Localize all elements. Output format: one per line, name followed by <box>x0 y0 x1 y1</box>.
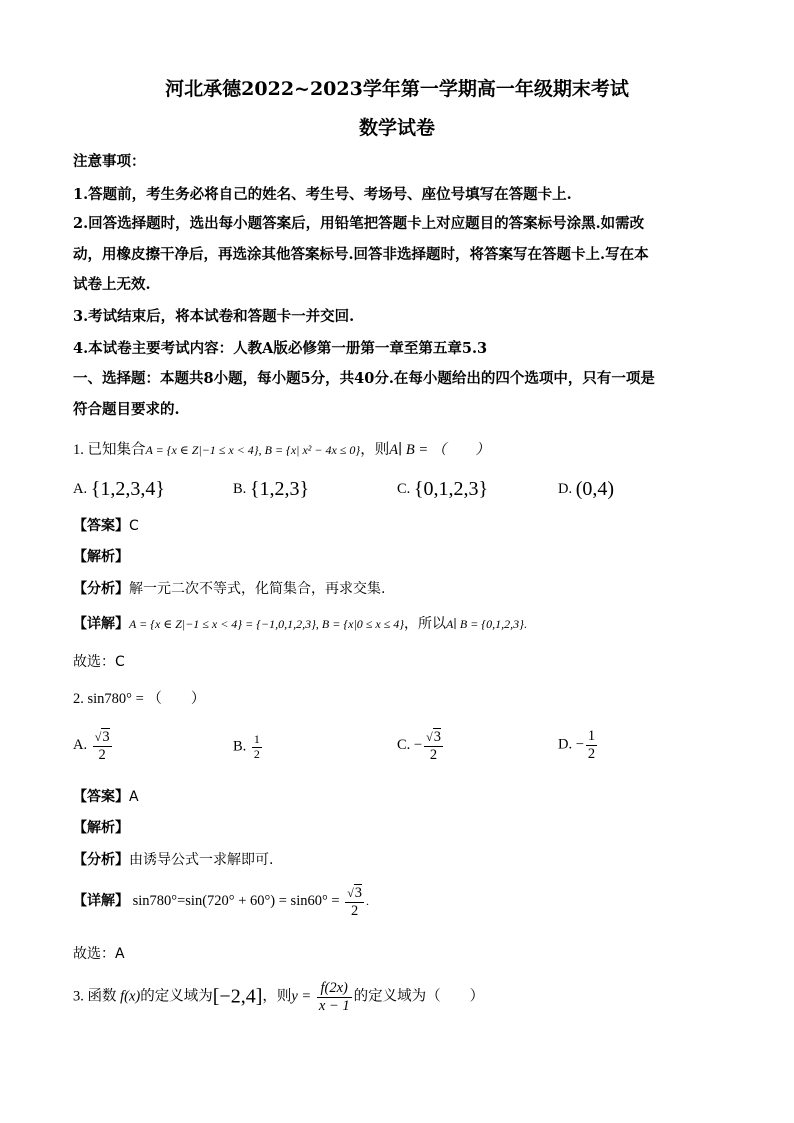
q1-option-d: D. (0,4) <box>558 478 615 500</box>
q1-answer: 【答案】C <box>73 518 139 534</box>
question-3: 3. 函数 f(x)的定义域为[−2,4]，则y = $\frac{f(2x)}{x - 1}$ 的定义域为（ ） <box>73 980 485 1014</box>
notice-item-3: 3.考试结束后，将本试卷和答题卡一并交回. <box>73 308 355 325</box>
q1-option-b: B. {1,2,3} <box>233 478 310 500</box>
q2-choice: 故选：A <box>73 946 125 962</box>
q1-jiexi-label: 【解析】 <box>73 549 129 565</box>
q1-option-c: C. {0,1,2,3} <box>397 478 489 500</box>
notice-item-1: 1.答题前，考生务必将自己的姓名、考生号、考场号、座位号填写在答题卡上. <box>73 186 572 203</box>
q1-set-a: A = {x ∈ Z|−1 ≤ x < 4} <box>145 443 259 457</box>
q1-choice: 故选：C <box>73 654 125 670</box>
q2-option-b: B. $\frac{1}{2}$ <box>233 732 260 761</box>
q2-analysis: 【分析】由诱导公式一求解即可. <box>73 852 274 868</box>
q1-then: ，则 <box>360 442 390 458</box>
question-2: 2. sin780° = （ ） <box>73 691 206 707</box>
q1-set-b: B = {x| x² − 4x ≤ 0} <box>264 443 361 457</box>
q2-option-c: C. − $\frac{√3}{2}$ <box>397 729 441 763</box>
page-title: 河北承德2022~2023学年第一学期高一年级期末考试 <box>165 78 629 100</box>
section-1-heading-line-2: 符合题目要求的. <box>73 401 180 418</box>
q2-option-d: D. − $\frac{1}{2}$ <box>558 728 596 762</box>
q1-option-a: A. {1,2,3,4} <box>73 478 165 500</box>
q1-ask: A∣ B = （ ） <box>389 442 490 458</box>
notice-heading: 注意事项： <box>73 153 146 170</box>
q1-prefix: 1. 已知集合 <box>73 442 146 458</box>
notice-item-2-line-2: 动，用橡皮擦干净后，再选涂其他答案标号.回答非选择题时，将答案写在答题卡上.写在本 <box>73 246 649 263</box>
question-1: 1. 已知集合A = {x ∈ Z|−1 ≤ x < 4}, B = {x| x² − 4x ≤ 0}，则A∣ B = （ ） <box>73 442 490 458</box>
notice-item-4: 4.本试卷主要考试内容：人教A版必修第一册第一章至第五章5.3 <box>73 340 488 357</box>
q1-detail: 【详解】A = {x ∈ Z|−1 ≤ x < 4} = {−1,0,1,2,3}, B = {x|0 ≤ x ≤ 4}，所以A∣ B = {0,1,2,3}. <box>73 616 527 632</box>
page-subtitle: 数学试卷 <box>358 117 435 139</box>
q2-jiexi-label: 【解析】 <box>73 820 129 836</box>
q1-analysis: 【分析】解一元二次不等式，化简集合，再求交集. <box>73 581 386 597</box>
q2-detail: 【详解】 sin780°=sin(720° + 60°) = sin60° = $\frac{√3}{2}$ . <box>73 885 370 919</box>
section-1-heading-line-1: 一、选择题：本题共8小题，每小题5分，共40分.在每小题给出的四个选项中，只有一项是 <box>73 370 655 387</box>
notice-item-2-line-3: 试卷上无效. <box>73 276 151 293</box>
q2-option-a: A. $\frac{√3}{2}$ <box>73 729 110 763</box>
q2-answer: 【答案】A <box>73 789 139 805</box>
notice-item-2-line-1: 2.回答选择题时，选出每小题答案后，用铅笔把答题卡上对应题目的答案标号涂黑.如需改 <box>73 215 645 232</box>
